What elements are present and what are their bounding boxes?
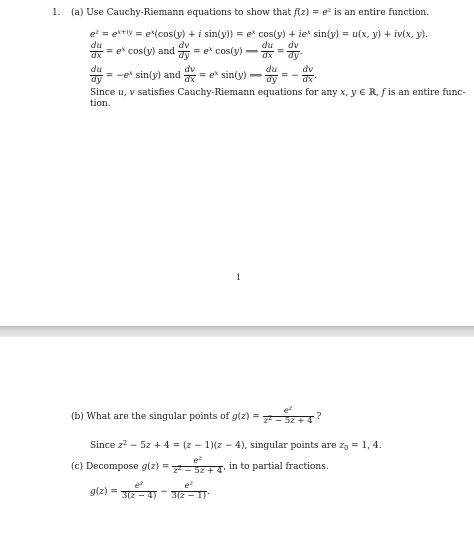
dv-dy-fraction: $\frac{dv}{dy}$ [178,41,190,61]
part-c-label: (c) [71,462,84,472]
dv-dx-fraction-2: $\frac{dv}{dx}$ [302,65,313,85]
partial-fraction-1: $\frac{e^z}{3(z - 4)}$ [121,479,157,501]
partial-fraction-2: $\frac{e^z}{3(z - 1)}$ [171,479,207,501]
part-a-suffix: is an entire function. [334,8,430,18]
page-separator [0,326,474,337]
du-dy-fraction-2: $\frac{du}{dy}$ [266,65,278,85]
part-a-prefix: Use Cauchy-Riemann equations to show that [86,8,292,18]
dv-dx-fraction: $\frac{dv}{dx}$ [184,65,195,85]
part-a-statement: (a) Use Cauchy-Riemann equations to show that $f(z) = e^z$ is an entire function. [71,6,430,18]
and-word: and [158,47,176,57]
part-b-question: (b) What are the singular points of g(z) = $\frac{e^z}{z^2 - 5z + 4}$ ? [71,404,322,426]
derivative-line-2: $\frac{du}{dy}$ = $-e^x$ sin(y) and $\frac{dv}{dx}$ = $e^x$ sin(y) ⟹ $\frac{du}{dy}$ = − $\frac{dv}{dx}$ . [91,65,317,85]
part-b-label: (b) [71,412,84,422]
part-c-question: (c) Decompose g(z) = $\frac{e^z}{z^2 - 5z + 4}$ , in to partial fractions. [71,454,329,476]
conclusion-line-1: Since u, v satisfies Cauchy-Riemann equations for any x, y ∈ ℝ, f is an entire func- [90,88,466,98]
du-dx-fraction-2: $\frac{du}{dx}$ [262,41,274,61]
problem-number: 1. [52,8,61,18]
du-dx-fraction: $\frac{du}{dx}$ [91,41,102,61]
part-b-question-mark: ? [316,412,322,422]
part-b-answer-prefix: Since [90,441,116,451]
part-b-answer: Since $z^2 - 5z + 4 = (z - 1)(z - 4)$, singular points are $z_0 = 1$, 4. [90,439,382,452]
du-dy-fraction: $\frac{du}{dy}$ [91,65,102,85]
expansion-line: $e^z = e^{x+iy} = e^x(\cos(y) + i$ $\sin(y)) = e^x$ $\cos(y) + ie^x$ sin(y) = u(x, y) + iv(x, y). [90,28,428,40]
part-a-math: f [294,8,298,18]
part-c-result: g(z) = $\frac{e^z}{3(z - 4)}$ − $\frac{e^z}{3(z - 1)}$ . [90,479,210,501]
dv-dy-fraction-2: $\frac{dv}{dy}$ [288,41,299,61]
and-word-2: and [163,71,181,81]
implies-arrow: ⟹ [245,47,259,57]
part-c-suffix: in to partial fractions. [229,462,329,472]
page-number: 1 [236,273,242,282]
g-fraction-b: $\frac{e^z}{z^2 - 5z + 4}$ [263,404,313,426]
conclusion-line-2: tion. [90,99,111,109]
g-fraction-c: $\frac{e^z}{z^2 - 5z + 4}$ [173,454,223,476]
page-2 [0,337,474,549]
part-a-label: (a) [71,8,84,18]
implies-arrow-2: ⟹ [249,71,263,81]
derivative-line-1: $\frac{du}{dx}$ = $e^x$ cos(y) and $\frac{dv}{dy}$ = $e^x$ cos(y) ⟹ $\frac{du}{dx}$ = $\frac{dv}{dy}$ . [91,41,303,61]
